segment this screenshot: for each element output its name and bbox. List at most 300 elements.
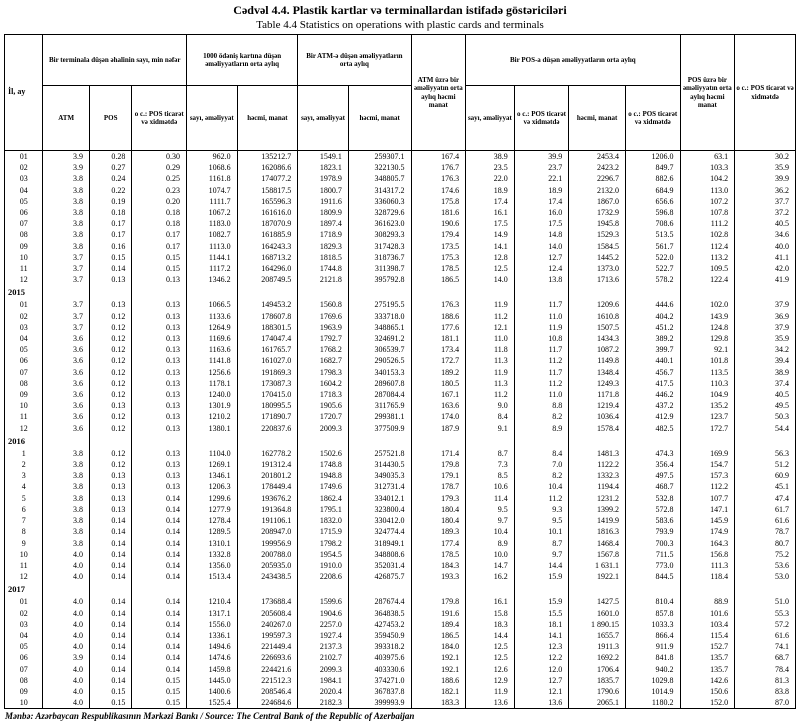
table-row [5, 515, 796, 526]
value-cell: 0.15 [89, 252, 131, 263]
value-cell: 324691.2 [348, 333, 411, 344]
empty-cell [132, 582, 187, 596]
value-cell: 179.4 [411, 229, 466, 240]
empty-cell [43, 285, 90, 299]
value-cell: 182.1 [411, 686, 466, 697]
empty-cell [625, 582, 680, 596]
month-cell: 05 [5, 641, 43, 652]
value-cell: 161765.7 [237, 344, 298, 355]
value-cell: 37.9 [735, 299, 796, 310]
table-row [5, 218, 796, 229]
value-cell: 1289.5 [187, 526, 238, 537]
value-cell: 0.12 [89, 322, 131, 333]
month-cell: 09 [5, 389, 43, 400]
value-cell: 0.12 [89, 367, 131, 378]
month-cell: 04 [5, 333, 43, 344]
value-cell: 10.4 [514, 481, 569, 492]
value-cell: 0.27 [89, 162, 131, 173]
value-cell: 793.9 [625, 526, 680, 537]
value-cell: 183.3 [411, 697, 466, 709]
value-cell: 174.0 [411, 411, 466, 422]
value-cell: 399.7 [625, 344, 680, 355]
value-cell: 0.14 [89, 538, 131, 549]
value-cell: 1317.1 [187, 608, 238, 619]
value-cell: 14.0 [466, 274, 515, 285]
value-cell: 324774.4 [348, 526, 411, 537]
value-cell: 308293.3 [348, 229, 411, 240]
value-cell: 81.3 [735, 675, 796, 686]
table-row [5, 481, 796, 492]
value-cell: 75.2 [735, 549, 796, 560]
value-cell: 0.12 [89, 333, 131, 344]
value-cell: 1209.6 [569, 299, 626, 310]
value-cell: 164296.0 [237, 263, 298, 274]
value-cell: 364838.5 [348, 608, 411, 619]
value-cell: 684.9 [625, 185, 680, 196]
value-cell: 15.9 [514, 571, 569, 582]
value-cell: 1818.5 [298, 252, 349, 263]
value-cell: 1655.7 [569, 630, 626, 641]
month-cell: 02 [5, 162, 43, 173]
value-cell: 180.4 [411, 504, 466, 515]
value-cell: 167.1 [411, 389, 466, 400]
value-cell: 38.9 [735, 367, 796, 378]
value-cell: 115.4 [680, 630, 735, 641]
value-cell: 0.30 [132, 151, 187, 163]
value-cell: 12.0 [514, 664, 569, 675]
header-group-row [5, 35, 796, 86]
value-cell: 208947.0 [237, 526, 298, 537]
month-cell: 03 [5, 322, 43, 333]
value-cell: 1348.4 [569, 367, 626, 378]
value-cell: 1171.8 [569, 389, 626, 400]
value-cell: 1748.8 [298, 459, 349, 470]
value-cell: 107.8 [680, 207, 735, 218]
value-cell: 0.13 [132, 333, 187, 344]
table-row [5, 504, 796, 515]
value-cell: 1922.1 [569, 571, 626, 582]
value-cell: 190.6 [411, 218, 466, 229]
value-cell: 377509.9 [348, 423, 411, 434]
table-row [5, 299, 796, 310]
value-cell: 2423.2 [569, 162, 626, 173]
value-cell: 12.8 [466, 252, 515, 263]
value-cell: 403975.6 [348, 652, 411, 663]
value-cell: 323800.4 [348, 504, 411, 515]
value-cell: 962.0 [187, 151, 238, 163]
month-cell: 03 [5, 619, 43, 630]
value-cell: 1346.1 [187, 470, 238, 481]
value-cell: 352031.4 [348, 560, 411, 571]
value-cell: 1549.1 [298, 151, 349, 163]
value-cell: 11.3 [466, 355, 515, 366]
value-cell: 8.2 [514, 470, 569, 481]
value-cell: 104.9 [680, 389, 735, 400]
value-cell: 18.1 [514, 619, 569, 630]
value-cell: 178607.8 [237, 311, 298, 322]
value-cell: 9.7 [466, 515, 515, 526]
value-cell: 191.6 [411, 608, 466, 619]
value-cell: 23.7 [514, 162, 569, 173]
value-cell: 188.6 [411, 675, 466, 686]
value-cell: 1494.6 [187, 641, 238, 652]
value-cell: 1525.4 [187, 697, 238, 709]
value-cell: 3.8 [43, 173, 90, 184]
value-cell: 11.4 [466, 493, 515, 504]
value-cell: 147.1 [680, 504, 735, 515]
empty-cell [680, 582, 735, 596]
value-cell: 0.14 [89, 596, 131, 607]
table-row [5, 697, 796, 709]
month-cell: 01 [5, 151, 43, 163]
value-cell: 1144.1 [187, 252, 238, 263]
value-cell: 10.4 [466, 526, 515, 537]
value-cell: 179.8 [411, 596, 466, 607]
header-volume: həcmi, manat [237, 86, 298, 151]
value-cell: 23.5 [466, 162, 515, 173]
value-cell: 107.2 [680, 196, 735, 207]
value-cell: 0.14 [89, 608, 131, 619]
value-cell: 0.12 [89, 423, 131, 434]
value-cell: 417.5 [625, 378, 680, 389]
value-cell: 83.8 [735, 686, 796, 697]
value-cell: 399993.9 [348, 697, 411, 709]
value-cell: 1481.3 [569, 448, 626, 459]
month-cell: 12 [5, 423, 43, 434]
value-cell: 40.5 [735, 389, 796, 400]
value-cell: 14.0 [514, 241, 569, 252]
value-cell: 1954.5 [298, 549, 349, 560]
value-cell: 333718.0 [348, 311, 411, 322]
value-cell: 174077.2 [237, 173, 298, 184]
value-cell: 0.14 [89, 652, 131, 663]
header-count: sayı, əməliyyat [298, 86, 349, 151]
value-cell: 1 631.1 [569, 560, 626, 571]
year-label: 2016 [5, 434, 43, 448]
value-cell: 0.14 [132, 608, 187, 619]
value-cell: 0.18 [132, 207, 187, 218]
value-cell: 440.1 [625, 355, 680, 366]
value-cell: 13.6 [514, 697, 569, 709]
value-cell: 0.14 [89, 560, 131, 571]
value-cell: 336060.3 [348, 196, 411, 207]
value-cell: 0.14 [132, 641, 187, 652]
value-cell: 0.13 [132, 274, 187, 285]
value-cell: 184.0 [411, 641, 466, 652]
table-row [5, 207, 796, 218]
value-cell: 306539.7 [348, 344, 411, 355]
value-cell: 7.0 [514, 459, 569, 470]
empty-cell [348, 434, 411, 448]
value-cell: 1111.7 [187, 196, 238, 207]
value-cell: 0.13 [132, 448, 187, 459]
value-cell: 61.7 [735, 504, 796, 515]
value-cell: 0.13 [89, 299, 131, 310]
value-cell: 311398.7 [348, 263, 411, 274]
value-cell: 3.8 [43, 493, 90, 504]
value-cell: 0.14 [132, 652, 187, 663]
value-cell: 17.5 [466, 218, 515, 229]
value-cell: 3.6 [43, 400, 90, 411]
value-cell: 312731.4 [348, 481, 411, 492]
value-cell: 2121.8 [298, 274, 349, 285]
value-cell: 0.14 [132, 515, 187, 526]
value-cell: 178.5 [411, 263, 466, 274]
value-cell: 1277.9 [187, 504, 238, 515]
value-cell: 165596.3 [237, 196, 298, 207]
value-cell: 167.4 [411, 151, 466, 163]
value-cell: 8.5 [466, 470, 515, 481]
value-cell: 57.2 [735, 619, 796, 630]
empty-cell [89, 434, 131, 448]
value-cell: 3.6 [43, 389, 90, 400]
empty-cell [625, 434, 680, 448]
value-cell: 3.6 [43, 378, 90, 389]
value-cell: 11.9 [514, 322, 569, 333]
value-cell: 0.17 [89, 229, 131, 240]
value-cell: 1948.8 [298, 470, 349, 481]
value-cell: 1829.3 [298, 241, 349, 252]
value-cell: 1133.6 [187, 311, 238, 322]
value-cell: 39.9 [735, 173, 796, 184]
value-cell: 55.3 [735, 608, 796, 619]
value-cell: 0.13 [132, 459, 187, 470]
value-cell: 35.9 [735, 333, 796, 344]
empty-cell [348, 582, 411, 596]
value-cell: 192.1 [411, 652, 466, 663]
value-cell: 1332.8 [187, 549, 238, 560]
value-cell: 1113.0 [187, 241, 238, 252]
value-cell: 1556.0 [187, 619, 238, 630]
value-cell: 1249.3 [569, 378, 626, 389]
month-cell: 01 [5, 299, 43, 310]
value-cell: 11.8 [466, 344, 515, 355]
month-cell: 11 [5, 411, 43, 422]
value-cell: 118.4 [680, 571, 735, 582]
value-cell: 0.14 [89, 515, 131, 526]
header-oc-pos-trade: o c.: POS ticarət və xidmətdə [132, 86, 187, 151]
value-cell: 1692.2 [569, 652, 626, 663]
page-subtitle: Table 4.4 Statistics on operations with plastic cards and terminals [256, 19, 544, 31]
value-cell: 1682.7 [298, 355, 349, 366]
month-cell: 06 [5, 207, 43, 218]
table-row [5, 274, 796, 285]
value-cell: 1910.0 [298, 560, 349, 571]
value-cell: 1769.6 [298, 311, 349, 322]
value-cell: 0.19 [89, 196, 131, 207]
value-cell: 4.0 [43, 686, 90, 697]
value-cell: 1809.9 [298, 207, 349, 218]
header-atm-per-operation: ATM üzrə bir əməliyyatın orta aylıq həcmi manat [411, 35, 466, 151]
table-row [5, 162, 796, 173]
value-cell: 1744.8 [298, 263, 349, 274]
value-cell: 0.15 [132, 686, 187, 697]
value-cell: 164243.3 [237, 241, 298, 252]
value-cell: 1278.4 [187, 515, 238, 526]
month-cell: 02 [5, 608, 43, 619]
value-cell: 173688.4 [237, 596, 298, 607]
table-header [5, 35, 796, 151]
value-cell: 12.1 [466, 322, 515, 333]
value-cell: 11.7 [514, 367, 569, 378]
value-cell: 1206.0 [625, 151, 680, 163]
value-cell: 149453.2 [237, 299, 298, 310]
value-cell: 145.9 [680, 515, 735, 526]
value-cell: 208749.5 [237, 274, 298, 285]
value-cell: 179.8 [411, 459, 466, 470]
month-cell: 09 [5, 686, 43, 697]
value-cell: 3.8 [43, 515, 90, 526]
value-cell: 173087.3 [237, 378, 298, 389]
value-cell: 11.9 [466, 686, 515, 697]
value-cell: 1206.3 [187, 481, 238, 492]
value-cell: 1122.2 [569, 459, 626, 470]
value-cell: 1029.8 [625, 675, 680, 686]
value-cell: 11.0 [466, 333, 515, 344]
value-cell: 468.7 [625, 481, 680, 492]
value-cell: 1068.6 [187, 162, 238, 173]
value-cell: 54.4 [735, 423, 796, 434]
value-cell: 178449.4 [237, 481, 298, 492]
value-cell: 3.9 [43, 652, 90, 663]
value-cell: 103.3 [680, 162, 735, 173]
value-cell: 437.2 [625, 400, 680, 411]
month-cell: 09 [5, 241, 43, 252]
value-cell: 1445.0 [187, 675, 238, 686]
value-cell: 711.5 [625, 549, 680, 560]
value-cell: 135212.7 [237, 151, 298, 163]
value-cell: 142.6 [680, 675, 735, 686]
value-cell: 189.4 [411, 619, 466, 630]
value-cell: 1033.3 [625, 619, 680, 630]
value-cell: 154.7 [680, 459, 735, 470]
value-cell: 129.8 [680, 333, 735, 344]
value-cell: 34.2 [735, 344, 796, 355]
value-cell: 389.2 [625, 333, 680, 344]
value-cell: 0.13 [132, 299, 187, 310]
value-cell: 1210.4 [187, 596, 238, 607]
value-cell: 123.7 [680, 411, 735, 422]
value-cell: 1790.6 [569, 686, 626, 697]
empty-cell [187, 582, 238, 596]
value-cell: 1905.6 [298, 400, 349, 411]
value-cell: 11.9 [466, 367, 515, 378]
value-cell: 0.13 [132, 355, 187, 366]
value-cell: 8.7 [466, 448, 515, 459]
value-cell: 1529.3 [569, 229, 626, 240]
month-cell: 1 [5, 448, 43, 459]
month-cell: 7 [5, 515, 43, 526]
value-cell: 101.6 [680, 608, 735, 619]
value-cell: 0.13 [132, 470, 187, 481]
value-cell: 0.12 [89, 459, 131, 470]
empty-cell [569, 434, 626, 448]
value-cell: 199956.9 [237, 538, 298, 549]
value-cell: 0.13 [89, 481, 131, 492]
value-cell: 240267.0 [237, 619, 298, 630]
empty-cell [735, 434, 796, 448]
value-cell: 112.4 [680, 241, 735, 252]
value-cell: 42.0 [735, 263, 796, 274]
value-cell: 4.0 [43, 619, 90, 630]
value-cell: 191106.1 [237, 515, 298, 526]
value-cell: 10.6 [466, 481, 515, 492]
value-cell: 0.14 [89, 641, 131, 652]
value-cell: 45.1 [735, 481, 796, 492]
empty-cell [569, 285, 626, 299]
table-row [5, 151, 796, 163]
value-cell: 8.9 [514, 423, 569, 434]
empty-cell [187, 434, 238, 448]
value-cell: 9.0 [466, 400, 515, 411]
value-cell: 0.14 [89, 571, 131, 582]
value-cell: 0.29 [132, 162, 187, 173]
empty-cell [411, 285, 466, 299]
value-cell: 4.0 [43, 608, 90, 619]
month-cell: 06 [5, 652, 43, 663]
page-title: Cədvəl 4.4. Plastik kartlar və terminallardan istifadə göstəriciləri [233, 3, 567, 17]
value-cell: 446.2 [625, 389, 680, 400]
value-cell: 14.8 [514, 229, 569, 240]
table-row [5, 470, 796, 481]
empty-cell [237, 434, 298, 448]
value-cell: 1067.2 [187, 207, 238, 218]
table-row [5, 241, 796, 252]
value-cell: 173.4 [411, 344, 466, 355]
value-cell: 0.23 [132, 185, 187, 196]
value-cell: 4.0 [43, 675, 90, 686]
value-cell: 1792.7 [298, 333, 349, 344]
value-cell: 1713.6 [569, 274, 626, 285]
value-cell: 0.16 [89, 241, 131, 252]
value-cell: 176.7 [411, 162, 466, 173]
value-cell: 1578.4 [569, 423, 626, 434]
value-cell: 0.14 [89, 664, 131, 675]
value-cell: 8.4 [466, 411, 515, 422]
value-cell: 2257.0 [298, 619, 349, 630]
value-cell: 104.2 [680, 173, 735, 184]
value-cell: 1474.6 [187, 652, 238, 663]
month-cell: 04 [5, 630, 43, 641]
value-cell: 12.5 [466, 652, 515, 663]
month-cell: 06 [5, 355, 43, 366]
value-cell: 189.3 [411, 526, 466, 537]
value-cell: 2137.3 [298, 641, 349, 652]
year-row [5, 582, 796, 596]
value-cell: 56.3 [735, 448, 796, 459]
value-cell: 311765.9 [348, 400, 411, 411]
table-row [5, 229, 796, 240]
value-cell: 0.17 [89, 218, 131, 229]
value-cell: 15.9 [514, 596, 569, 607]
value-cell: 522.7 [625, 263, 680, 274]
value-cell: 13.8 [514, 274, 569, 285]
value-cell: 12.5 [466, 641, 515, 652]
value-cell: 299381.1 [348, 411, 411, 422]
value-cell: 0.13 [132, 411, 187, 422]
empty-cell [680, 285, 735, 299]
value-cell: 173.5 [411, 241, 466, 252]
month-cell: 5 [5, 493, 43, 504]
value-cell: 11.2 [514, 355, 569, 366]
value-cell: 37.9 [735, 322, 796, 333]
month-cell: 11 [5, 560, 43, 571]
value-cell: 74.1 [735, 641, 796, 652]
value-cell: 3.6 [43, 367, 90, 378]
value-cell: 14.1 [466, 241, 515, 252]
value-cell: 102.8 [680, 229, 735, 240]
value-cell: 161027.0 [237, 355, 298, 366]
